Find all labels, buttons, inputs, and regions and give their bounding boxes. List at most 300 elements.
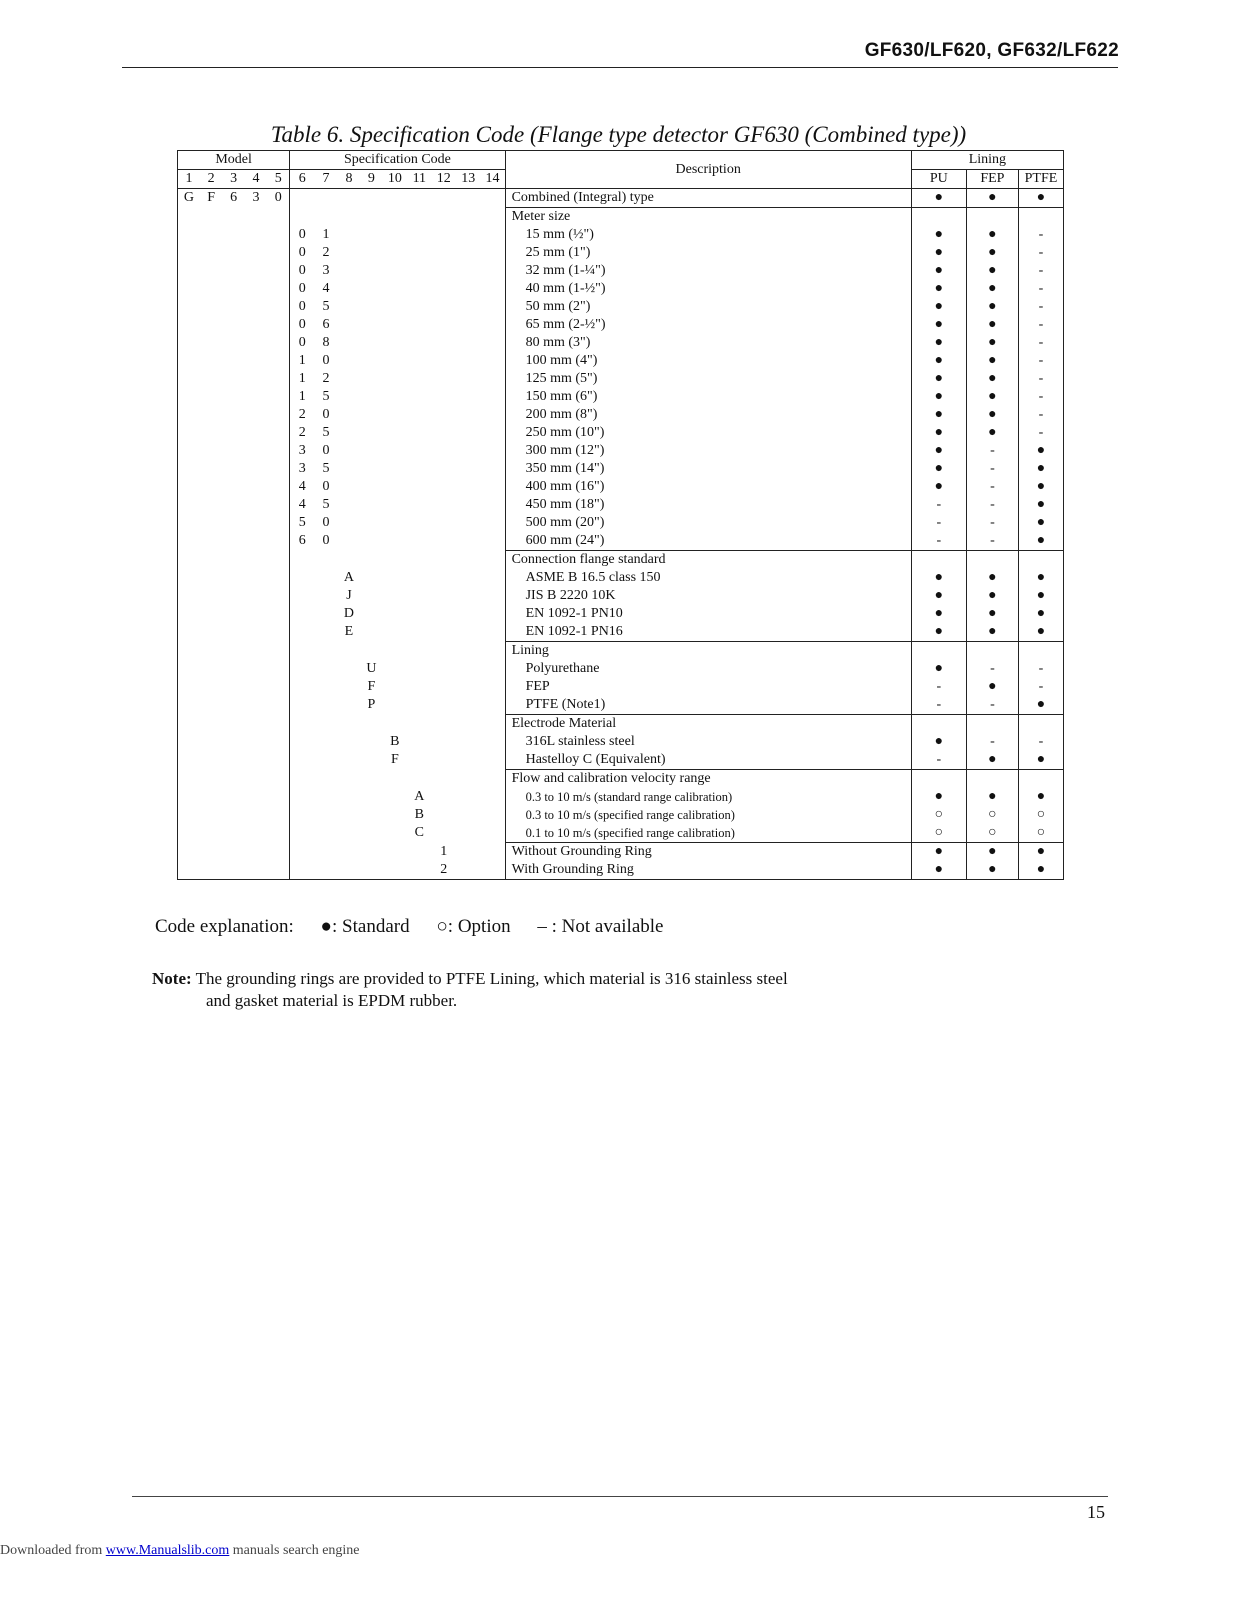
code-cell-7: 5: [322, 461, 330, 476]
lining-mark-ptfe: -: [1018, 678, 1063, 696]
code-cell-7: [314, 605, 337, 623]
code-cell-11: [407, 605, 431, 623]
code-cell-2: [200, 696, 222, 715]
lining-mark-fep: ●: [966, 788, 1018, 806]
code-cell-13: [456, 280, 480, 298]
code-cell-9: F: [367, 679, 376, 694]
table-row: [178, 715, 1064, 734]
code-cell-4: [245, 532, 267, 551]
code-cell-6: [290, 696, 314, 715]
code-cell-13: [456, 208, 480, 227]
code-cell-13: [456, 514, 480, 532]
code-cell-11: [407, 696, 431, 715]
code-cell-8: [338, 824, 360, 843]
code-cell-11: [407, 642, 431, 661]
lining-mark-ptfe: ●: [1018, 569, 1063, 587]
table-row: [178, 642, 1064, 661]
code-cell-6: [290, 678, 314, 696]
code-cell-10: [383, 551, 407, 570]
table-row: [178, 770, 1064, 789]
code-cell-12: [432, 352, 456, 370]
code-cell-12: [432, 751, 456, 770]
code-cell-1: [178, 678, 200, 696]
lining-mark-ptfe: -: [1018, 352, 1063, 370]
code-cell-5: [267, 298, 290, 316]
lining-mark-fep: ●: [966, 298, 1018, 316]
code-cell-3: [222, 788, 244, 806]
code-cell-2: [200, 843, 222, 862]
code-cell-2: [200, 352, 222, 370]
manualslib-link[interactable]: www.Manualslib.com: [105, 1543, 230, 1558]
code-cell-5: [267, 660, 290, 678]
code-cell-9: [360, 605, 382, 623]
code-cell-5: [267, 496, 290, 514]
code-cell-9: P: [367, 697, 376, 713]
code-cell-10: [383, 424, 407, 442]
code-cell-9: [360, 770, 382, 789]
code-cell-2: [200, 678, 222, 696]
code-cell-11: [407, 298, 431, 316]
description-cell: Hastelloy C (Equivalent): [505, 751, 911, 770]
code-cell-2: [200, 806, 222, 824]
lining-mark-fep: ●: [966, 861, 1018, 880]
code-cell-11: [407, 478, 431, 496]
code-cell-6: 3: [298, 443, 306, 458]
code-cell-10: [383, 514, 407, 532]
code-cell-11: [407, 334, 431, 352]
lining-mark-ptfe: ●: [1018, 460, 1063, 478]
description-cell: 25 mm (1"): [505, 244, 911, 262]
lining-mark-pu: ●: [911, 623, 966, 642]
lining-mark-pu: ●: [911, 280, 966, 298]
code-cell-5: [267, 514, 290, 532]
code-cell-10: F: [390, 752, 399, 768]
lining-header: Lining: [911, 151, 1063, 170]
code-cell-13: [456, 496, 480, 514]
code-cell-11: [407, 678, 431, 696]
code-cell-8: [338, 788, 360, 806]
code-cell-6: 0: [298, 245, 306, 260]
code-cell-3: 6: [222, 189, 244, 208]
code-cell-11: [407, 751, 431, 770]
code-cell-11: B: [414, 807, 424, 822]
code-cell-2: [200, 478, 222, 496]
code-cell-3: [222, 478, 244, 496]
lining-mark-fep: ○: [966, 806, 1018, 824]
code-cell-6: 3: [298, 461, 306, 476]
code-cell-9: [360, 514, 382, 532]
lining-mark-fep: ●: [966, 678, 1018, 696]
lining-mark-ptfe: -: [1018, 280, 1063, 298]
code-cell-1: [178, 551, 200, 570]
code-cell-4: [245, 244, 267, 262]
code-cell-1: [178, 262, 200, 280]
code-cell-13: [456, 316, 480, 334]
code-cell-5: [267, 370, 290, 388]
code-cell-10: [383, 280, 407, 298]
table-row: [178, 733, 1064, 751]
table-row: [178, 334, 1064, 352]
code-cell-3: [222, 334, 244, 352]
description-cell: 0.3 to 10 m/s (specified range calibration): [505, 806, 911, 824]
code-cell-11: C: [414, 825, 424, 841]
code-cell-8: [338, 642, 360, 661]
description-cell: Electrode Material: [505, 715, 911, 734]
description-cell: Lining: [505, 642, 911, 661]
code-cell-3: [222, 316, 244, 334]
code-cell-6: [290, 733, 314, 751]
lining-mark-ptfe: -: [1018, 388, 1063, 406]
code-cell-10: [383, 532, 407, 551]
lining-mark-pu: ●: [911, 370, 966, 388]
specification-code-table: [177, 150, 1064, 880]
code-cell-12: [432, 551, 456, 570]
code-cell-6: [290, 824, 314, 843]
code-cell-8: [338, 751, 360, 770]
code-cell-7: 0: [322, 515, 330, 530]
code-cell-12: [432, 660, 456, 678]
code-cell-5: [267, 226, 290, 244]
note-line-2: and gasket material is EPDM rubber.: [206, 991, 458, 1010]
lining-mark-ptfe: -: [1018, 262, 1063, 280]
code-cell-1: [178, 696, 200, 715]
column-number-11: 11: [407, 170, 431, 189]
code-cell-12: [432, 514, 456, 532]
table-row: [178, 532, 1064, 551]
code-cell-1: [178, 733, 200, 751]
code-cell-11: [407, 442, 431, 460]
code-cell-3: [222, 532, 244, 551]
code-cell-7: 4: [322, 281, 330, 296]
description-cell: 400 mm (16"): [505, 478, 911, 496]
lining-mark-pu: ●: [911, 788, 966, 806]
code-cell-5: [267, 861, 290, 880]
code-cell-13: [456, 298, 480, 316]
code-cell-9: [360, 642, 382, 661]
lining-mark-ptfe: [1018, 770, 1063, 789]
code-cell-2: [200, 280, 222, 298]
code-cell-14: [481, 226, 506, 244]
lining-mark-ptfe: -: [1018, 244, 1063, 262]
code-cell-7: 5: [322, 299, 330, 314]
code-cell-11: [407, 569, 431, 587]
code-explanation-label: Code explanation:: [155, 916, 294, 937]
column-number-5: 5: [267, 170, 290, 189]
code-cell-8: A: [343, 570, 354, 585]
code-cell-11: [407, 370, 431, 388]
table-row: [178, 806, 1064, 824]
code-cell-2: [200, 316, 222, 334]
code-cell-2: [200, 442, 222, 460]
code-cell-1: [178, 478, 200, 496]
code-cell-4: [245, 388, 267, 406]
code-cell-9: [360, 352, 382, 370]
code-cell-10: [383, 244, 407, 262]
code-cell-6: 5: [298, 515, 306, 530]
code-cell-12: [432, 569, 456, 587]
code-cell-14: [481, 406, 506, 424]
description-cell: EN 1092-1 PN10: [505, 605, 911, 623]
code-cell-1: [178, 388, 200, 406]
lining-mark-fep: ●: [966, 587, 1018, 605]
code-cell-1: [178, 334, 200, 352]
lining-mark-ptfe: ●: [1018, 861, 1063, 880]
code-cell-3: [222, 226, 244, 244]
code-cell-3: [222, 660, 244, 678]
lining-mark-pu: ●: [911, 605, 966, 623]
code-cell-10: [383, 388, 407, 406]
table-row: [178, 226, 1064, 244]
table-row: [178, 388, 1064, 406]
code-cell-14: [481, 334, 506, 352]
table-row: [178, 442, 1064, 460]
code-cell-1: [178, 569, 200, 587]
code-cell-4: [245, 514, 267, 532]
code-cell-5: [267, 316, 290, 334]
code-cell-6: [290, 715, 314, 734]
code-cell-14: [481, 824, 506, 843]
code-cell-9: [360, 406, 382, 424]
lining-mark-ptfe: [1018, 208, 1063, 227]
code-cell-14: [481, 569, 506, 587]
code-cell-13: [456, 751, 480, 770]
code-cell-9: [360, 208, 382, 227]
code-cell-5: [267, 678, 290, 696]
code-cell-2: [200, 642, 222, 661]
lining-mark-ptfe: ●: [1018, 496, 1063, 514]
code-cell-13: [456, 806, 480, 824]
lining-mark-pu: ●: [911, 352, 966, 370]
description-cell: 250 mm (10"): [505, 424, 911, 442]
code-cell-8: [338, 715, 360, 734]
code-cell-13: [456, 642, 480, 661]
lining-mark-pu: ●: [911, 442, 966, 460]
table-row: [178, 514, 1064, 532]
code-cell-3: [222, 806, 244, 824]
table-row: [178, 696, 1064, 715]
code-cell-3: [222, 751, 244, 770]
code-cell-4: [245, 623, 267, 642]
code-cell-5: [267, 388, 290, 406]
legend-standard: ●: Standard: [320, 916, 410, 937]
code-cell-9: [360, 861, 382, 880]
code-cell-1: [178, 642, 200, 661]
code-cell-9: [360, 478, 382, 496]
lining-mark-fep: [966, 642, 1018, 661]
code-cell-4: [245, 478, 267, 496]
lining-mark-ptfe: -: [1018, 406, 1063, 424]
code-cell-1: [178, 861, 200, 880]
code-cell-14: [481, 806, 506, 824]
lining-mark-ptfe: ●: [1018, 587, 1063, 605]
code-cell-8: [338, 424, 360, 442]
lining-mark-ptfe: ●: [1018, 514, 1063, 532]
description-cell: Without Grounding Ring: [505, 843, 911, 862]
code-cell-10: [383, 406, 407, 424]
code-cell-14: [481, 478, 506, 496]
code-cell-11: [407, 861, 431, 880]
code-cell-11: [407, 551, 431, 570]
code-cell-14: [481, 370, 506, 388]
code-cell-7: [314, 770, 337, 789]
code-cell-3: [222, 733, 244, 751]
code-cell-2: [200, 587, 222, 605]
code-cell-4: [245, 751, 267, 770]
code-cell-12: 1: [440, 843, 448, 859]
code-cell-13: [456, 843, 480, 862]
code-cell-10: [383, 843, 407, 862]
code-cell-5: [267, 770, 290, 789]
code-cell-7: [314, 861, 337, 880]
code-cell-3: [222, 352, 244, 370]
code-cell-7: [314, 569, 337, 587]
description-cell: 600 mm (24"): [505, 532, 911, 551]
code-cell-11: [407, 733, 431, 751]
code-cell-13: [456, 262, 480, 280]
code-cell-11: [407, 244, 431, 262]
code-cell-13: [456, 824, 480, 843]
code-cell-6: 0: [298, 335, 306, 350]
code-cell-14: [481, 532, 506, 551]
lining-mark-pu: ●: [911, 226, 966, 244]
code-cell-10: [383, 806, 407, 824]
code-cell-12: [432, 244, 456, 262]
table-row: [178, 460, 1064, 478]
code-cell-9: [360, 460, 382, 478]
code-cell-4: [245, 551, 267, 570]
code-cell-10: [383, 587, 407, 605]
lining-mark-ptfe: ○: [1018, 806, 1063, 824]
code-cell-3: [222, 623, 244, 642]
table-row: [178, 623, 1064, 642]
code-cell-13: [456, 460, 480, 478]
code-cell-12: [432, 496, 456, 514]
description-cell: With Grounding Ring: [505, 861, 911, 880]
code-cell-4: [245, 442, 267, 460]
lining-mark-ptfe: ●: [1018, 478, 1063, 496]
lining-col-ptfe: PTFE: [1018, 170, 1063, 189]
column-number-1: 1: [178, 170, 200, 189]
code-cell-12: [432, 226, 456, 244]
code-cell-10: B: [390, 734, 400, 749]
code-cell-12: [432, 788, 456, 806]
code-cell-13: [456, 442, 480, 460]
code-cell-8: [338, 861, 360, 880]
table-row: [178, 569, 1064, 587]
lining-mark-ptfe: ●: [1018, 843, 1063, 862]
code-cell-9: [360, 843, 382, 862]
code-cell-4: [245, 280, 267, 298]
lining-mark-fep: ●: [966, 226, 1018, 244]
code-cell-8: [338, 678, 360, 696]
code-cell-10: [383, 788, 407, 806]
code-cell-6: 1: [298, 389, 306, 404]
lining-col-pu: PU: [911, 170, 966, 189]
code-cell-1: G: [178, 189, 200, 208]
code-cell-8: [338, 334, 360, 352]
description-cell: EN 1092-1 PN16: [505, 623, 911, 642]
code-cell-4: [245, 262, 267, 280]
column-number-2: 2: [200, 170, 222, 189]
lining-mark-ptfe: -: [1018, 370, 1063, 388]
code-cell-6: [290, 843, 314, 862]
lining-mark-pu: ●: [911, 334, 966, 352]
code-cell-2: [200, 334, 222, 352]
code-cell-3: [222, 442, 244, 460]
code-cell-5: [267, 806, 290, 824]
code-cell-8: [338, 262, 360, 280]
code-cell-12: [432, 370, 456, 388]
code-cell-8: [338, 280, 360, 298]
table-row: [178, 843, 1064, 862]
lining-mark-pu: ●: [911, 424, 966, 442]
lining-mark-ptfe: -: [1018, 316, 1063, 334]
code-cell-6: [290, 806, 314, 824]
code-cell-11: [407, 189, 431, 208]
code-cell-10: [383, 824, 407, 843]
lining-mark-pu: [911, 715, 966, 734]
code-cell-14: [481, 388, 506, 406]
code-cell-1: [178, 424, 200, 442]
code-cell-9: [360, 262, 382, 280]
code-cell-9: [360, 316, 382, 334]
code-cell-12: [432, 424, 456, 442]
description-cell: 300 mm (12"): [505, 442, 911, 460]
code-cell-8: D: [343, 606, 354, 621]
code-cell-5: 0: [267, 189, 290, 208]
code-cell-3: [222, 861, 244, 880]
code-cell-1: [178, 660, 200, 678]
code-cell-7: [314, 660, 337, 678]
code-cell-12: [432, 262, 456, 280]
code-cell-13: [456, 733, 480, 751]
code-cell-1: [178, 587, 200, 605]
code-cell-14: [481, 442, 506, 460]
code-cell-6: 0: [298, 299, 306, 314]
lining-mark-pu: ●: [911, 587, 966, 605]
table-row: [178, 678, 1064, 696]
lining-mark-fep: -: [966, 660, 1018, 678]
code-cell-4: 3: [245, 189, 267, 208]
code-cell-1: [178, 532, 200, 551]
code-cell-4: [245, 696, 267, 715]
code-cell-3: [222, 460, 244, 478]
table-row: [178, 262, 1064, 280]
code-cell-4: [245, 226, 267, 244]
code-cell-14: [481, 696, 506, 715]
table-row: [178, 660, 1064, 678]
code-cell-3: [222, 388, 244, 406]
code-cell-12: [432, 280, 456, 298]
code-cell-1: [178, 244, 200, 262]
lining-mark-pu: ●: [911, 388, 966, 406]
code-cell-9: [360, 751, 382, 770]
code-cell-7: 1: [322, 227, 330, 242]
code-cell-5: [267, 442, 290, 460]
code-cell-1: [178, 623, 200, 642]
code-cell-9: [360, 298, 382, 316]
description-cell: Connection flange standard: [505, 551, 911, 570]
code-cell-6: [290, 587, 314, 605]
code-cell-1: [178, 316, 200, 334]
code-cell-8: [338, 352, 360, 370]
code-cell-2: [200, 733, 222, 751]
document-header-title: GF630/LF620, GF632/LF622: [864, 40, 1119, 61]
code-cell-13: [456, 605, 480, 623]
code-cell-2: [200, 551, 222, 570]
lining-mark-fep: -: [966, 514, 1018, 532]
code-cell-13: [456, 424, 480, 442]
